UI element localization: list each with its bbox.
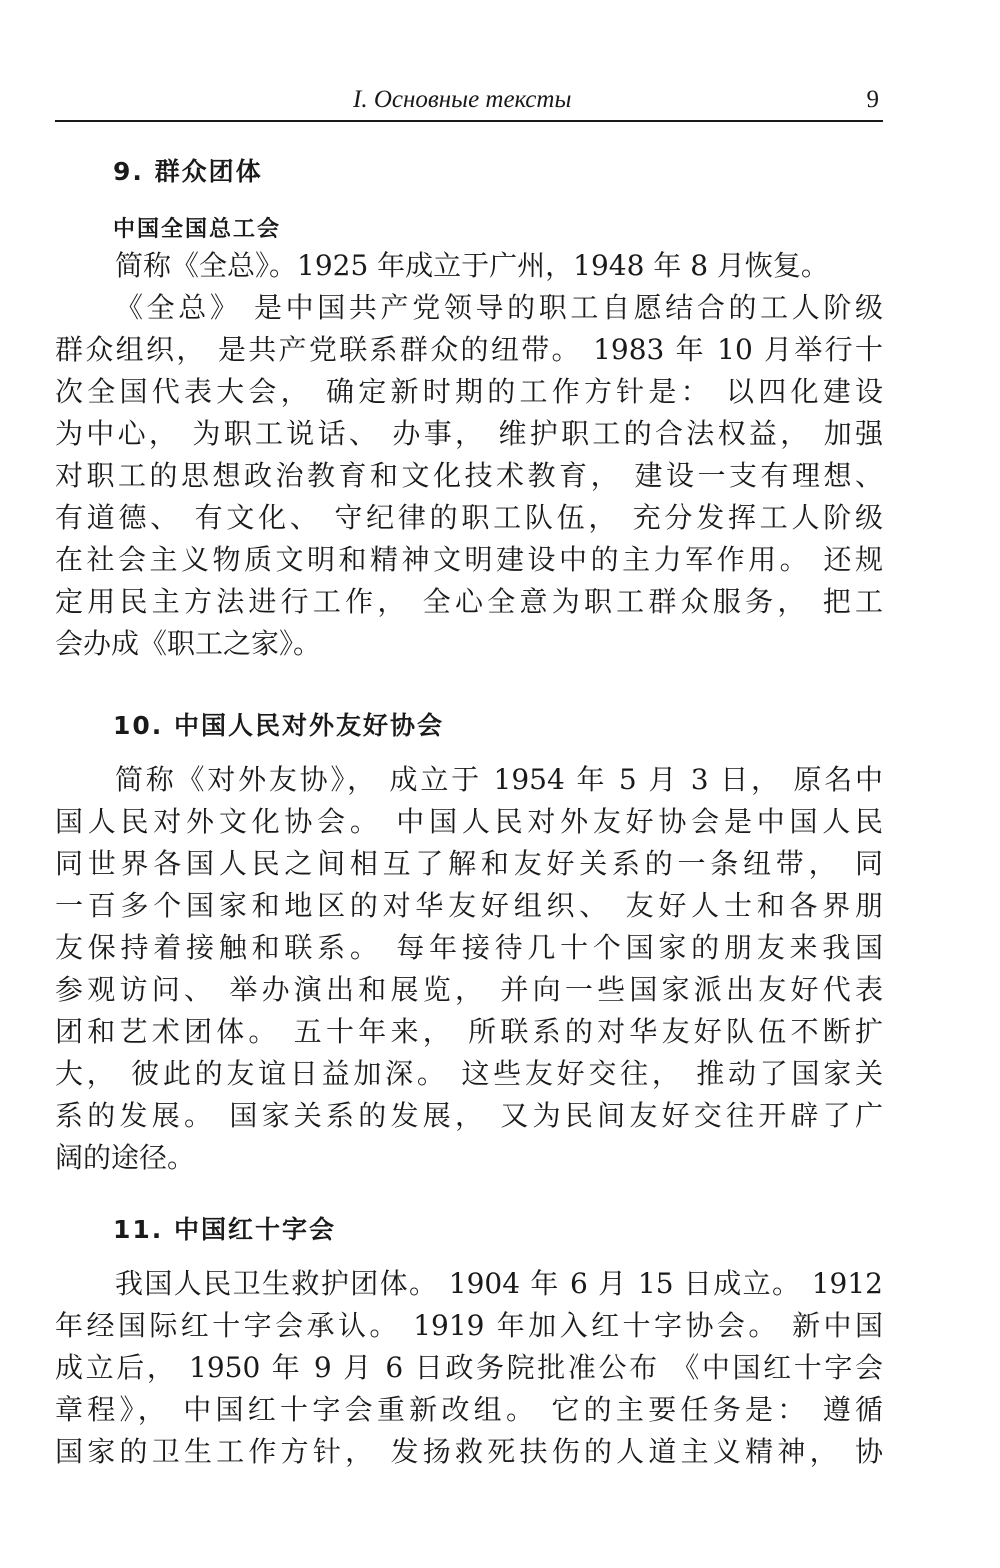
running-header bbox=[55, 80, 883, 122]
paragraph-line: 为中心， 为职工说话、 办事， 维护职工的合法权益， 加强 bbox=[55, 417, 883, 450]
paragraph-line: 一百多个国家和地区的对华友好组织、 友好人士和各界朋 bbox=[55, 889, 883, 922]
paragraph-line: 章程》， 中国红十字会重新改组。 它的主要任务是： 遵循 bbox=[55, 1393, 883, 1426]
paragraph-line: 成立后， 1950 年 9 月 6 日政务院批准公布 《中国红十字会 bbox=[55, 1351, 883, 1384]
running-title: I. Основные тексты bbox=[353, 86, 572, 113]
paragraph-line: 国家的卫生工作方针， 发扬救死扶伤的人道主义精神， 协 bbox=[55, 1435, 883, 1468]
paragraph-line: 大， 彼此的友谊日益加深。 这些友好交往， 推动了国家关 bbox=[55, 1057, 883, 1090]
paragraph-line: 群众组织， 是共产党联系群众的纽带。 1983 年 10 月举行十 bbox=[55, 333, 883, 366]
paragraph-line: 定用民主方法进行工作， 全心全意为职工群众服务， 把工 bbox=[55, 585, 883, 618]
paragraph-line: 简称《对外友协》， 成立于 1954 年 5 月 3 日， 原名中 bbox=[115, 763, 883, 796]
paragraph-line: 有道德、 有文化、 守纪律的职工队伍， 充分发挥工人阶级 bbox=[55, 501, 883, 534]
paragraph-line: 友保持着接触和联系。 每年接待几十个国家的朋友来我国 bbox=[55, 931, 883, 964]
paragraph-line: 在社会主义物质文明和精神文明建设中的主力军作用。 还规 bbox=[55, 543, 883, 576]
section-heading-9: 9. 群众团体 bbox=[113, 157, 263, 186]
section-heading-11: 11. 中国红十字会 bbox=[113, 1215, 336, 1244]
paragraph-line: 阔的途径。 bbox=[55, 1141, 196, 1174]
section-heading-10: 10. 中国人民对外友好协会 bbox=[113, 711, 444, 740]
paragraph-line: 对职工的思想政治教育和文化技术教育， 建设一支有理想、 bbox=[55, 459, 883, 492]
subheading-acftu: 中国全国总工会 bbox=[113, 217, 282, 242]
paragraph-line: 团和艺术团体。 五十年来， 所联系的对华友好队伍不断扩 bbox=[55, 1015, 883, 1048]
paragraph-line: 我国人民卫生救护团体。 1904 年 6 月 15 日成立。 1912 bbox=[115, 1267, 883, 1300]
paragraph-line: 简称《全总》。1925 年成立于广州，1948 年 8 月恢复。 bbox=[115, 249, 829, 282]
paragraph-line: 系的发展。 国家关系的发展， 又为民间友好交往开辟了广 bbox=[55, 1099, 883, 1132]
page-number: 9 bbox=[866, 86, 879, 113]
paragraph-line: 国人民对外文化协会。 中国人民对外友好协会是中国人民 bbox=[55, 805, 883, 838]
paragraph-line: 同世界各国人民之间相互了解和友好关系的一条纽带， 同 bbox=[55, 847, 883, 880]
paragraph-line: 参观访问、 举办演出和展览， 并向一些国家派出友好代表 bbox=[55, 973, 883, 1006]
paragraph-line: 《全总》 是中国共产党领导的职工自愿结合的工人阶级 bbox=[115, 291, 883, 324]
paragraph-line: 会办成《职工之家》。 bbox=[55, 627, 322, 660]
paragraph-line: 次全国代表大会， 确定新时期的工作方针是： 以四化建设 bbox=[55, 375, 883, 408]
paragraph-line: 年经国际红十字会承认。 1919 年加入红十字协会。 新中国 bbox=[55, 1309, 883, 1342]
